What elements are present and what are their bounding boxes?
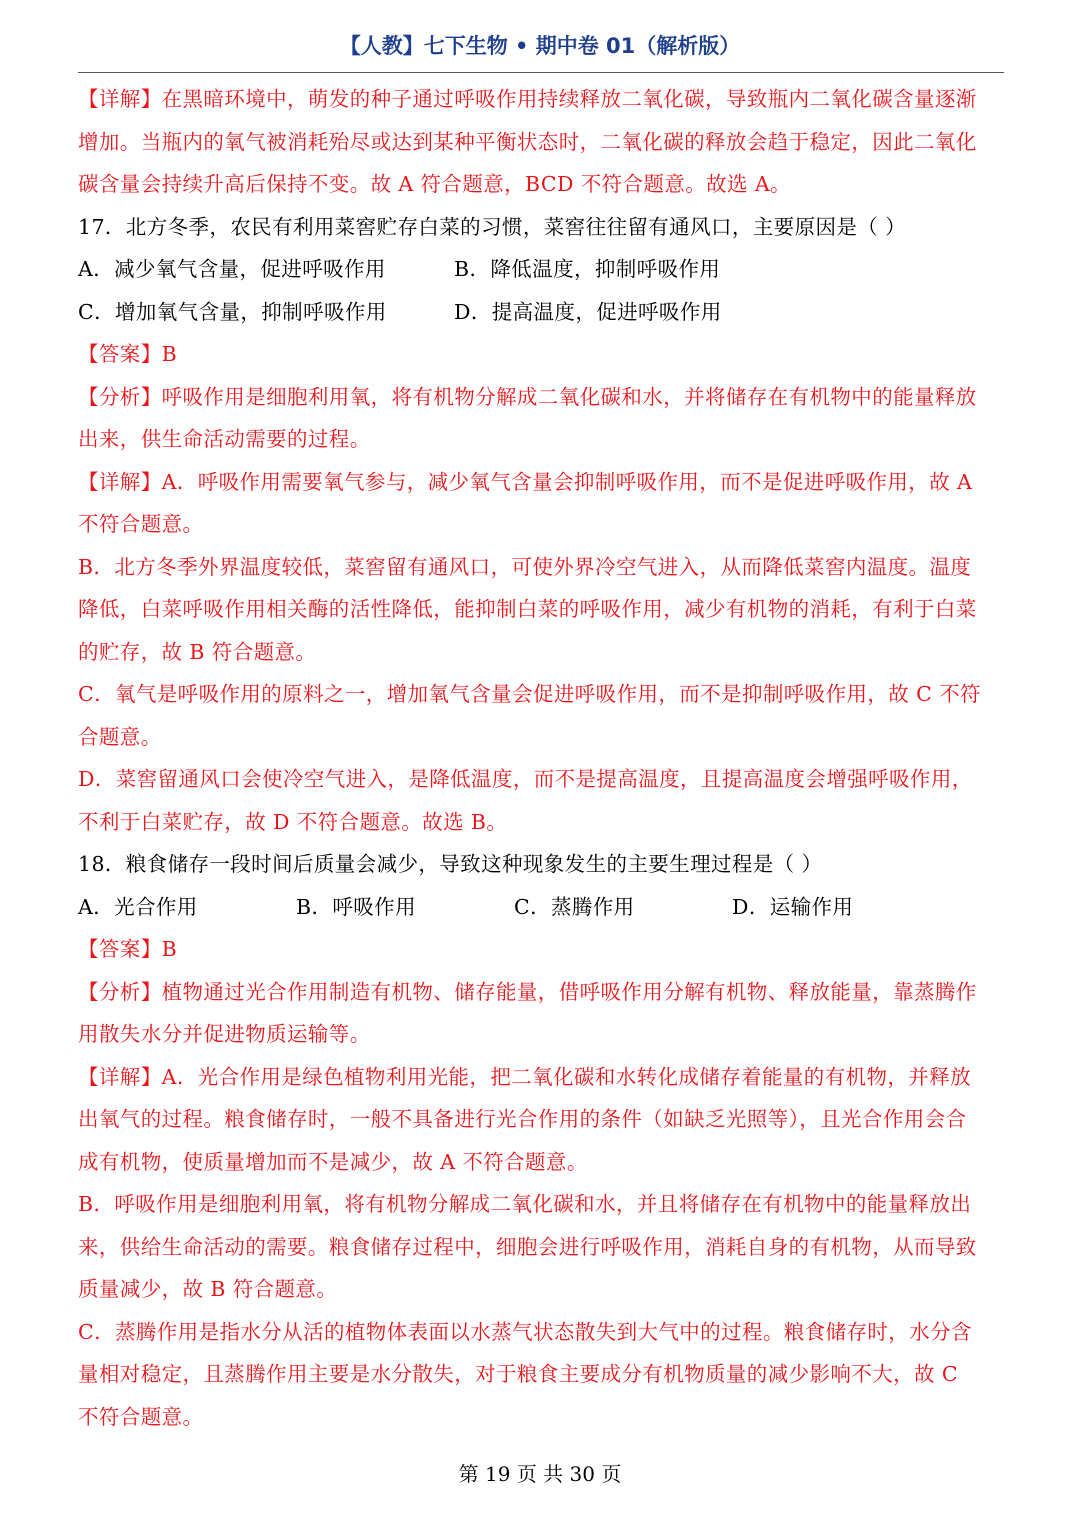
explanation-text: 在黑暗环境中，萌发的种子通过呼吸作用持续释放二氧化碳，导致瓶内二氧化碳含量逐渐: [161, 87, 977, 111]
explanation-line: [78, 78, 1004, 121]
answer-option: A．减少氧气含量，促进呼吸作用: [78, 257, 386, 281]
page-header-title: 【人教】七下生物 • 期中卷 01（解析版）: [339, 34, 741, 58]
section-tag: 【答案】: [78, 937, 162, 961]
section-tag: 【分析】: [78, 979, 162, 1004]
explanation-line: [78, 588, 1004, 631]
answer-option: D．运输作用: [732, 894, 854, 919]
explanation-text: D．菜窖留通风口会使冷空气进入，是降低温度，而不是提高温度，且提高温度会增强呼吸作用，: [78, 767, 973, 791]
explanation-text: 降低，白菜呼吸作用相关酶的活性降低，能抑制白菜的呼吸作用，减少有机物的消耗，有利于白菜: [78, 597, 977, 621]
explanation-text: C．氧气是呼吸作用的原料之一，增加氧气含量会促进呼吸作用，而不是抑制呼吸作用，故 C 不符: [78, 682, 981, 706]
explanation-text: 出来，供生命活动需要的过程。: [78, 427, 371, 451]
explanation-text: B．北方冬季外界温度较低，菜窖留有通风口，可使外界冷空气进入，从而降低菜窖内温度。温度: [78, 554, 972, 579]
answer-option: B．呼吸作用: [296, 894, 416, 919]
explanation-text: 质量减少，故 B 符合题意。: [78, 1277, 338, 1301]
explanation-text: A．光合作用是绿色植物利用光能，把二氧化碳和水转化成储存着能量的有机物，并释放: [161, 1064, 972, 1089]
explanation-text: 合题意。: [78, 724, 162, 749]
explanation-text: 量相对稳定，且蒸腾作用主要是水分散失，对于粮食主要成分有机物质量的减少影响不大，故 C: [78, 1362, 958, 1386]
section-tag: 【答案】: [78, 342, 162, 366]
explanation-line: [78, 1098, 1004, 1141]
explanation-line: [78, 631, 1004, 674]
option-row: [78, 886, 1004, 929]
section-tag: 【详解】: [78, 87, 162, 111]
explanation-text: 植物通过光合作用制造有机物、储存能量，借呼吸作用分解有机物、释放能量，靠蒸腾作: [161, 979, 977, 1004]
explanation-line: [78, 716, 1004, 759]
explanation-line: [78, 418, 1004, 461]
explanation-line: [78, 758, 1004, 801]
explanation-line: [78, 1311, 1004, 1354]
header-rule: [78, 72, 1004, 73]
explanation-line: [78, 1396, 1004, 1439]
answer-option: A．光合作用: [78, 894, 198, 919]
explanation-line: [78, 333, 1004, 376]
explanation-text: 成有机物，使质量增加而不是减少，故 A 不符合题意。: [78, 1149, 588, 1174]
explanation-line: [78, 461, 1004, 504]
explanation-line: [78, 801, 1004, 844]
explanation-line: [78, 1183, 1004, 1226]
answer-option: C．蒸腾作用: [514, 894, 635, 919]
explanation-text: 出氧气的过程。粮食储存时，一般不具备进行光合作用的条件（如缺乏光照等），且光合作用会合: [78, 1107, 967, 1131]
page-footer: 第 19 页 共 30 页: [458, 1462, 622, 1486]
explanation-text: B: [161, 342, 178, 366]
question-text: 17．北方冬季，农民有利用菜窖贮存白菜的习惯，菜窖往往留有通风口，主要原因是（ ）: [78, 214, 906, 239]
explanation-line: [78, 546, 1004, 589]
explanation-line: [78, 376, 1004, 419]
question-stem: [78, 843, 1004, 886]
explanation-line: [78, 1056, 1004, 1099]
explanation-line: [78, 1013, 1004, 1056]
answer-option: B．降低温度，抑制呼吸作用: [454, 257, 721, 281]
page-body: [78, 78, 1004, 1438]
explanation-line: [78, 928, 1004, 971]
explanation-line: [78, 1226, 1004, 1269]
section-tag: 【详解】: [78, 1064, 162, 1089]
explanation-line: [78, 1353, 1004, 1396]
explanation-line: [78, 503, 1004, 546]
question-stem: [78, 206, 1004, 249]
explanation-text: 的贮存，故 B 符合题意。: [78, 639, 317, 664]
explanation-text: 来，供给生命活动的需要。粮食储存过程中，细胞会进行呼吸作用，消耗自身的有机物，从而导致: [78, 1234, 977, 1259]
explanation-text: 呼吸作用是细胞利用氧，将有机物分解成二氧化碳和水，并将储存在有机物中的能量释放: [161, 384, 977, 409]
explanation-text: 碳含量会持续升高后保持不变。故 A 符合题意，BCD 不符合题意。故选 A。: [78, 172, 791, 196]
answer-option: C．增加氧气含量，抑制呼吸作用: [78, 299, 387, 324]
explanation-line: [78, 1268, 1004, 1311]
option-row: [78, 248, 1004, 291]
explanation-text: 用散失水分并促进物质运输等。: [78, 1022, 371, 1046]
answer-option: D．提高温度，促进呼吸作用: [454, 299, 722, 324]
explanation-text: A．呼吸作用需要氧气参与，减少氧气含量会抑制呼吸作用，而不是促进呼吸作用，故 A: [161, 469, 973, 494]
explanation-line: [78, 121, 1004, 164]
explanation-text: B: [161, 937, 178, 961]
explanation-line: [78, 163, 1004, 206]
option-row: [78, 291, 1004, 334]
explanation-line: [78, 971, 1004, 1014]
explanation-text: C．蒸腾作用是指水分从活的植物体表面以水蒸气状态散失到大气中的过程。粮食储存时，水分含: [78, 1319, 972, 1344]
question-text: 18．粮食储存一段时间后质量会减少，导致这种现象发生的主要生理过程是（ ）: [78, 852, 823, 876]
section-tag: 【详解】: [78, 469, 162, 494]
explanation-text: 不符合题意。: [78, 1404, 204, 1429]
explanation-line: [78, 1141, 1004, 1184]
explanation-line: [78, 673, 1004, 716]
explanation-text: B．呼吸作用是细胞利用氧，将有机物分解成二氧化碳和水，并且将储存在有机物中的能量释放出: [78, 1192, 972, 1216]
explanation-text: 不利于白菜贮存，故 D 不符合题意。故选 B。: [78, 809, 508, 834]
section-tag: 【分析】: [78, 384, 162, 409]
explanation-text: 不符合题意。: [78, 512, 204, 536]
explanation-text: 增加。当瓶内的氧气被消耗殆尽或达到某种平衡状态时，二氧化碳的释放会趋于稳定，因此二氧化: [78, 129, 977, 154]
